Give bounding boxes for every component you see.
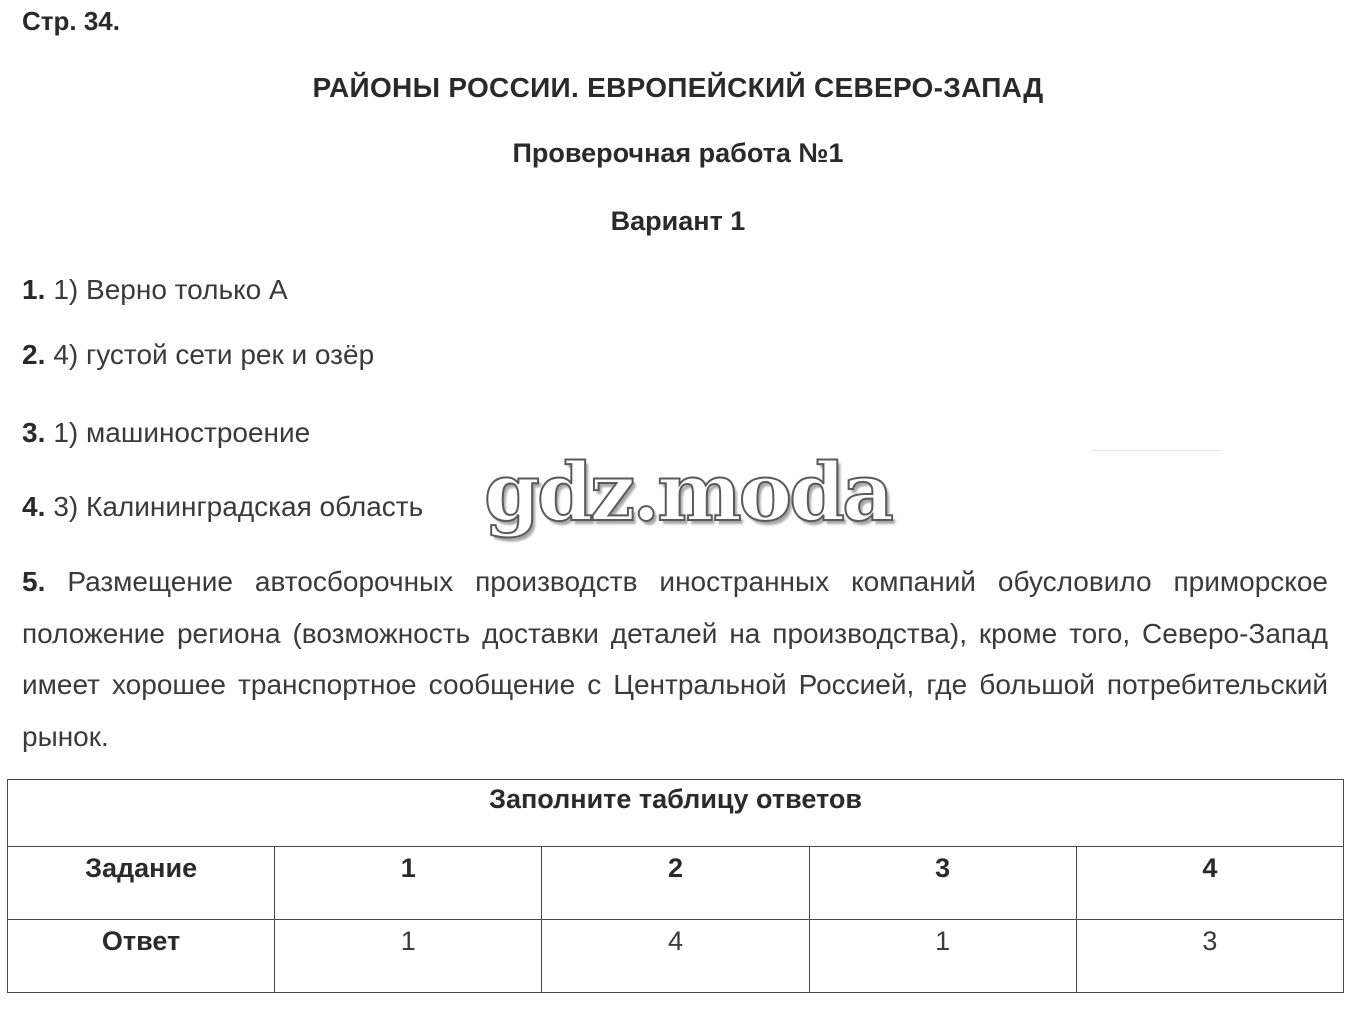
table-caption: Заполните таблицу ответов bbox=[8, 780, 1344, 847]
answer-text: 4) густой сети рек и озёр bbox=[53, 339, 375, 370]
answer-item-3 bbox=[22, 417, 310, 449]
task-number-cell: 3 bbox=[809, 847, 1076, 920]
answer-text: 1) машиностроение bbox=[53, 417, 311, 448]
answer-item-4 bbox=[22, 491, 423, 523]
row-label-task: Задание bbox=[8, 847, 275, 920]
answer-cell: 3 bbox=[1076, 920, 1343, 993]
page-title: РАЙОНЫ РОССИИ. ЕВРОПЕЙСКИЙ СЕВЕРО-ЗАПАД bbox=[312, 72, 1044, 103]
faint-divider bbox=[1092, 450, 1222, 451]
variant-label: Вариант 1 bbox=[610, 206, 746, 236]
answer-number: 1. bbox=[22, 274, 46, 305]
answer-cell: 1 bbox=[809, 920, 1076, 993]
answer-number: 4. bbox=[22, 491, 46, 522]
answer-item-1 bbox=[22, 274, 288, 306]
answer-paragraph-text: Размещение автосборочных производств иностранных компаний обусловило приморское положение региона (возможность доставки деталей на производства), кроме того, Северо-Запад имеет хорошее транспортное сообщение с Центральной Россией, где большой потребительский рынок. bbox=[22, 566, 1329, 752]
answer-number: 3. bbox=[22, 417, 46, 448]
answer-number: 2. bbox=[22, 339, 46, 370]
table-row-tasks bbox=[8, 847, 1344, 920]
test-subtitle: Проверочная работа №1 bbox=[512, 138, 844, 168]
task-number-cell: 1 bbox=[275, 847, 542, 920]
row-label-answer: Ответ bbox=[8, 920, 275, 993]
watermark-logo: gdz.moda bbox=[484, 445, 891, 539]
answer-item-2 bbox=[22, 339, 374, 371]
task-number-cell: 4 bbox=[1076, 847, 1343, 920]
answer-cell: 1 bbox=[275, 920, 542, 993]
task-number-cell: 2 bbox=[542, 847, 809, 920]
answer-number: 5. bbox=[22, 566, 46, 597]
table-row-answers bbox=[8, 920, 1344, 993]
answer-text: 3) Калининградская область bbox=[53, 491, 424, 522]
answer-cell: 4 bbox=[542, 920, 809, 993]
answer-item-5 bbox=[22, 556, 1328, 762]
answer-text: 1) Верно только А bbox=[53, 274, 288, 305]
page-reference: Стр. 34. bbox=[22, 6, 120, 36]
answers-table bbox=[7, 779, 1344, 993]
